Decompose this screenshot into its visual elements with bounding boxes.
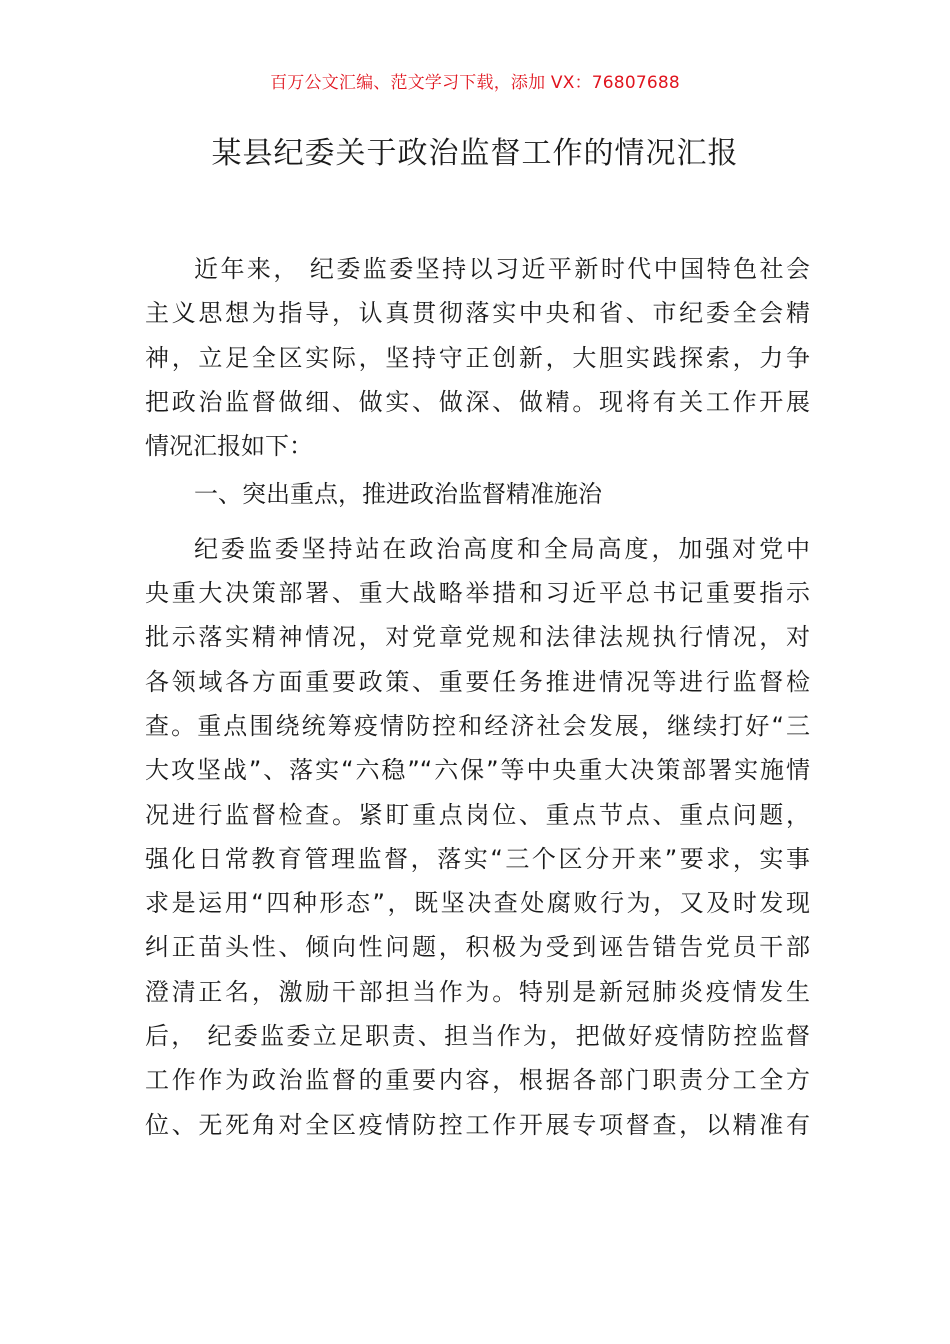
text-line: 纠正苗头性、倾向性问题，积极为受到诬告错告党员干部 [145, 933, 810, 962]
text-line: 澄清正名，激励干部担当作为。特别是新冠肺炎疫情发生 [145, 977, 810, 1006]
text-line: 近年来， 纪委监委坚持以习近平新时代中国特色社会 [194, 255, 810, 283]
text-line: 批示落实精神情况，对党章党规和法律法规执行情况，对 [145, 623, 810, 652]
section-heading-1: 一、突出重点，推进政治监督精准施治 [194, 480, 602, 509]
text-line: 强化日常教育管理监督，落实“三个区分开来”要求，实事 [145, 844, 810, 873]
text-line: 纪委监委坚持站在政治高度和全局高度，加强对党中 [194, 534, 810, 563]
paragraph-intro [145, 247, 810, 468]
text-line: 主义思想为指导，认真贯彻落实中央和省、市纪委全会精 [145, 299, 810, 328]
text-line: 情况汇报如下： [145, 432, 313, 461]
text-line: 工作作为政治监督的重要内容，根据各部门职责分工全方 [145, 1066, 810, 1095]
text-line: 各领域各方面重要政策、重要任务推进情况等进行监督检 [145, 667, 810, 696]
document-body [145, 247, 810, 1147]
text-line: 查。重点围绕统筹疫情防控和经济社会发展，继续打好“三 [145, 711, 810, 740]
document-title: 某县纪委关于政治监督工作的情况汇报 [211, 136, 739, 171]
text-line: 神，立足全区实际，坚持守正创新，大胆实践探索，力争 [145, 343, 810, 372]
text-line: 大攻坚战”、落实“六稳”“六保”等中央重大决策部署实施情 [145, 756, 810, 785]
paragraph-section-1 [145, 527, 810, 1147]
text-line: 位、无死角对全区疫情防控工作开展专项督查，以精准有 [145, 1110, 810, 1139]
text-line: 况进行监督检查。紧盯重点岗位、重点节点、重点问题， [145, 800, 810, 829]
text-line: 后， 纪委监委立足职责、担当作为，把做好疫情防控监督 [145, 1022, 810, 1051]
text-line: 求是运用“四种形态”，既坚决查处腐败行为，又及时发现 [145, 889, 810, 918]
download-promo-header: 百万公文汇编、范文学习下载，添加 VX：76807688 [270, 73, 680, 93]
text-line: 把政治监督做细、做实、做深、做精。现将有关工作开展 [145, 387, 810, 416]
text-line: 央重大决策部署、重大战略举措和习近平总书记重要指示 [145, 579, 810, 608]
